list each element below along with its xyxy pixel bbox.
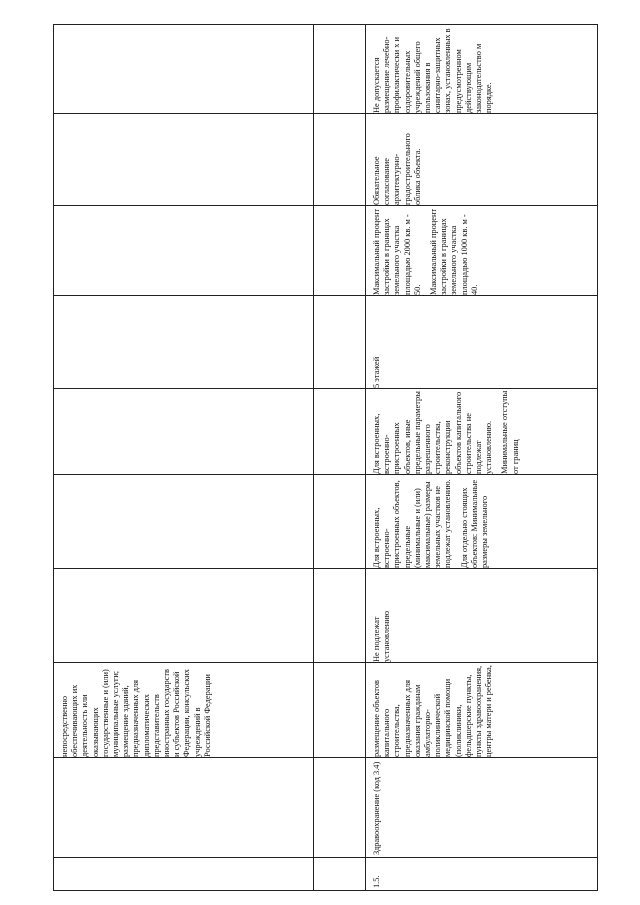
healthcare-use-description: размещение объектов капитального строительства, предназначенных для оказания гражданам амбулаторно-поликлинической медицинской помощи (поликлиники, фельдшерские пункты, пункты здравоохранения, центры матери и ребенка, — [372, 665, 494, 757]
architecture-cell-text: Обязательное согласование архитектурно-градостроительного облика объекта. — [372, 133, 422, 205]
row-number: 1.5. — [372, 875, 381, 888]
column-separator — [53, 857, 598, 858]
plot-sizes-built-in: Для встроенных, встроенно-пристроенных объектов, предельные (минимальные и (или) максимальные) размеры земельных участков не подлежат установлению. — [372, 479, 453, 568]
table-border-top — [53, 24, 598, 25]
column-separator — [53, 113, 598, 114]
permitted-use-line-1: непосредственно обеспечивающих их деятельность или оказывающих государственные и (или) муниципальные услуги; — [60, 669, 121, 757]
restrictions-cell-text: Не допускается размещение лечебно-профилактически х и оздоровительных учреждений общего пользования в санитарно-защитных зонах, установленных в предусмотренном действующим законодательство м порядке. — [372, 28, 494, 113]
setbacks-built-in: Для встроенных, встроенно-пристроенных объектов, иные предельные параметры разрешенного строительства, реконструкции объектов капитального строительства не подлежат установлению. — [372, 391, 494, 474]
max-floors-cell-text: 5 этажей — [372, 356, 381, 388]
column-separator — [53, 388, 598, 389]
table-border-bottom — [53, 890, 598, 891]
setbacks-min: Минимальные отступы от границ — [500, 390, 520, 474]
column-separator — [53, 295, 598, 296]
row-separator — [365, 24, 366, 891]
column-separator — [53, 474, 598, 475]
setbacks-cell-text — [372, 390, 602, 474]
plot-sizes-standalone: Для отдельно стоящих объектов: Минимальные размеры земельного — [459, 479, 490, 568]
column-separator — [53, 568, 598, 569]
not-subject-cell-text: Не подлежат установлению — [372, 610, 392, 662]
permitted-use-description-continued — [60, 665, 310, 757]
permitted-use-line-2: размещение зданий, предназначенных для дипломатических представительств иностранных государств и субъектов Российской Федерации, консульских учреждений в Российской Федерации — [121, 668, 212, 757]
max-building-percent-cell-text — [372, 207, 542, 295]
plot-sizes-cell-text — [372, 478, 602, 568]
table-border-left — [53, 24, 54, 891]
max-building-percent-2000: Максимальный процент застройки в границах земельного участка площадью 2000 кв. м - 50. — [372, 208, 422, 295]
max-building-percent-1000: Максимальный процент застройки в границах земельного участка площадью 1000 кв. м - 40. — [429, 208, 479, 295]
use-type-name: Здравоохранение (код 3.4) — [372, 761, 381, 855]
row-separator — [313, 24, 314, 891]
column-separator — [53, 662, 598, 663]
column-separator — [53, 205, 598, 206]
column-separator — [53, 757, 598, 758]
